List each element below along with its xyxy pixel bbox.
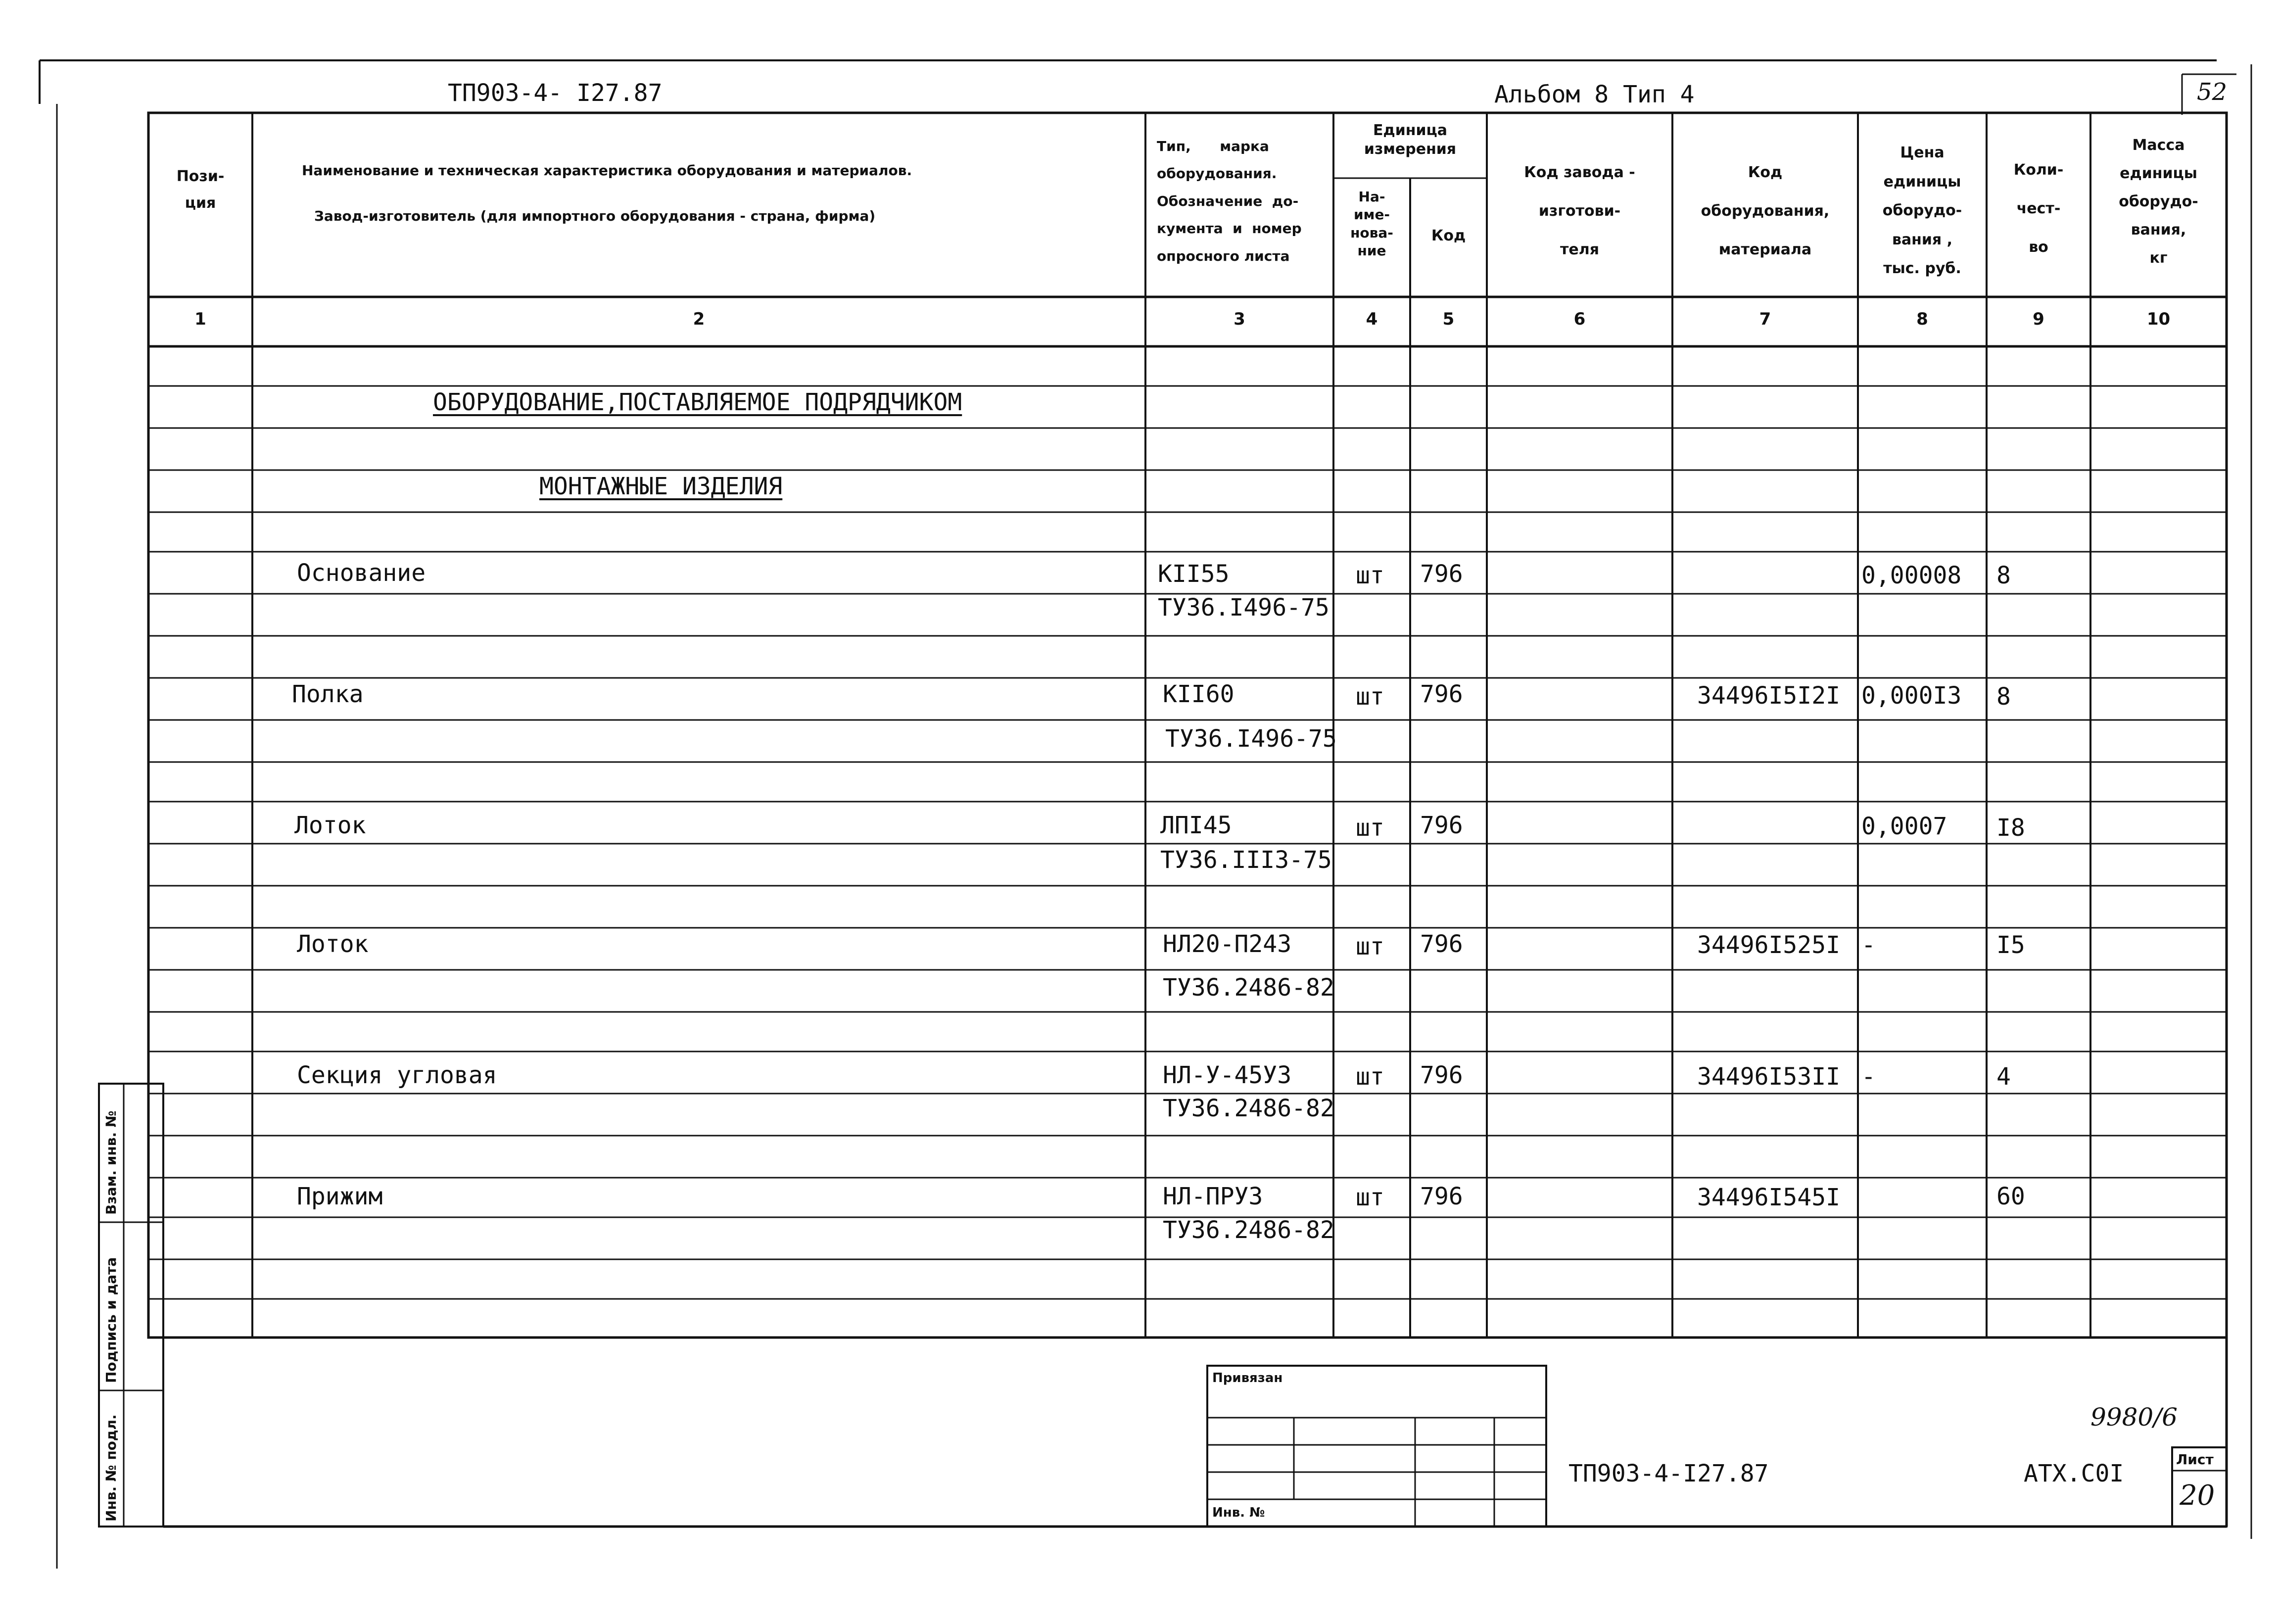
item-type: НЛ-ПРУ3 xyxy=(1163,1183,1263,1210)
item-unit: шт xyxy=(1356,683,1384,711)
stamp-sheet-code: АТХ.С0I xyxy=(2024,1460,2124,1487)
item-unit: шт xyxy=(1356,933,1384,960)
item-name: Полка xyxy=(292,680,364,708)
item-unit: шт xyxy=(1356,1063,1384,1091)
header-equipment-code: Код оборудования, материала xyxy=(1701,164,1830,258)
column-number: 4 xyxy=(1366,309,1378,329)
item-code: 34496I545I xyxy=(1697,1184,1840,1211)
column-number: 1 xyxy=(194,309,206,329)
section-title: ОБОРУДОВАНИЕ,ПОСТАВЛЯЕМОЕ ПОДРЯДЧИКОМ xyxy=(433,388,962,416)
header-quantity: Коли- чест- во xyxy=(2013,161,2064,256)
item-unit-code: 796 xyxy=(1420,1061,1463,1089)
item-unit: шт xyxy=(1356,562,1384,589)
item-qty: 60 xyxy=(1996,1183,2025,1210)
item-code: 34496I53II xyxy=(1697,1063,1840,1091)
item-price: 0,00008 xyxy=(1861,562,1962,589)
item-doc: ТУ36.2486-82 xyxy=(1163,1216,1334,1244)
item-unit-code: 796 xyxy=(1420,930,1463,958)
header-name-line1: Наименование и техническая характеристика оборудования и материалов. xyxy=(302,162,912,179)
item-name: Секция угловая xyxy=(297,1061,497,1089)
column-number: 2 xyxy=(693,309,705,329)
header-name-line2: Завод-изготовитель (для импортного оборудования - страна, фирма) xyxy=(314,208,876,224)
item-unit-code: 796 xyxy=(1420,560,1463,588)
header-unit-code: Код xyxy=(1431,227,1466,244)
subsection-title: МОНТАЖНЫЕ ИЗДЕЛИЯ xyxy=(539,473,783,500)
item-name: Основание xyxy=(297,559,426,587)
column-number: 8 xyxy=(1916,309,1928,329)
column-number: 6 xyxy=(1573,309,1586,329)
item-qty: 8 xyxy=(1996,683,2011,711)
item-type: ЛПI45 xyxy=(1160,812,1232,839)
column-number: 9 xyxy=(2033,309,2044,329)
header-position: Пози- ция xyxy=(176,168,225,212)
item-code: 34496I525I xyxy=(1697,931,1840,959)
page-number: 52 xyxy=(2197,78,2228,106)
item-name: Прижим xyxy=(297,1183,383,1210)
stamp-sheet-number: 20 xyxy=(2180,1480,2215,1512)
header-type: Тип, марка оборудования. Обозначение до- кумента и номер опросного листа xyxy=(1157,138,1302,264)
project-code: ТП903-4- I27.87 xyxy=(448,79,663,107)
item-qty: 4 xyxy=(1996,1063,2011,1091)
stamp-sheet-label: Лист xyxy=(2176,1451,2214,1468)
header-mass: Масса единицы оборудо- вания, кг xyxy=(2119,137,2198,267)
item-name: Лоток xyxy=(297,930,369,958)
item-name: Лоток xyxy=(294,812,366,839)
item-price: 0,000I3 xyxy=(1861,682,1962,710)
item-type: НЛ20-П243 xyxy=(1163,930,1292,958)
item-unit: шт xyxy=(1356,814,1384,842)
item-code: 34496I5I2I xyxy=(1697,682,1840,710)
album-title: Альбом 8 Тип 4 xyxy=(1494,81,1695,108)
item-price: - xyxy=(1861,931,1876,959)
item-unit-code: 796 xyxy=(1420,812,1463,839)
column-number: 3 xyxy=(1234,309,1245,329)
item-unit-code: 796 xyxy=(1420,680,1463,708)
item-price: - xyxy=(1861,1063,1876,1091)
item-unit: шт xyxy=(1356,1184,1384,1211)
item-price: 0,0007 xyxy=(1861,812,1947,840)
header-unit-group: Единица измерения xyxy=(1364,122,1457,158)
item-doc: ТУ36.III3-75 xyxy=(1160,846,1332,874)
archive-number: 9980/6 xyxy=(2090,1403,2178,1432)
item-unit-code: 796 xyxy=(1420,1183,1463,1210)
stamp-project-code: ТП903-4-I27.87 xyxy=(1568,1460,1769,1487)
item-type: КII60 xyxy=(1163,680,1234,708)
header-unit-name: На- име- нова- ние xyxy=(1350,189,1393,259)
stamp-attached-label: Привязан xyxy=(1212,1371,1283,1385)
item-qty: I5 xyxy=(1996,931,2025,959)
column-number: 7 xyxy=(1759,309,1771,329)
item-type: КII55 xyxy=(1158,560,1230,588)
item-doc: ТУ36.I496-75 xyxy=(1165,725,1337,753)
item-type: НЛ-У-45У3 xyxy=(1163,1061,1292,1089)
item-doc: ТУ36.2486-82 xyxy=(1163,1095,1334,1122)
column-number: 10 xyxy=(2146,309,2171,329)
side-label-replaced-inv: Взам. инв. № xyxy=(103,1110,119,1215)
side-label-signature-date: Подпись и дата xyxy=(103,1257,119,1383)
column-number: 5 xyxy=(1442,309,1455,329)
item-doc: ТУ36.2486-82 xyxy=(1163,974,1334,1002)
side-label-original-inv: Инв. № подл. xyxy=(103,1414,119,1522)
header-price: Цена единицы оборудо- вания , тыс. руб. xyxy=(1882,144,1962,277)
stamp-inv-label: Инв. № xyxy=(1212,1505,1265,1520)
item-qty: I8 xyxy=(1996,814,2025,842)
item-doc: ТУ36.I496-75 xyxy=(1158,594,1329,621)
header-factory-code: Код завода - изготови- теля xyxy=(1524,164,1635,258)
item-qty: 8 xyxy=(1996,562,2011,589)
